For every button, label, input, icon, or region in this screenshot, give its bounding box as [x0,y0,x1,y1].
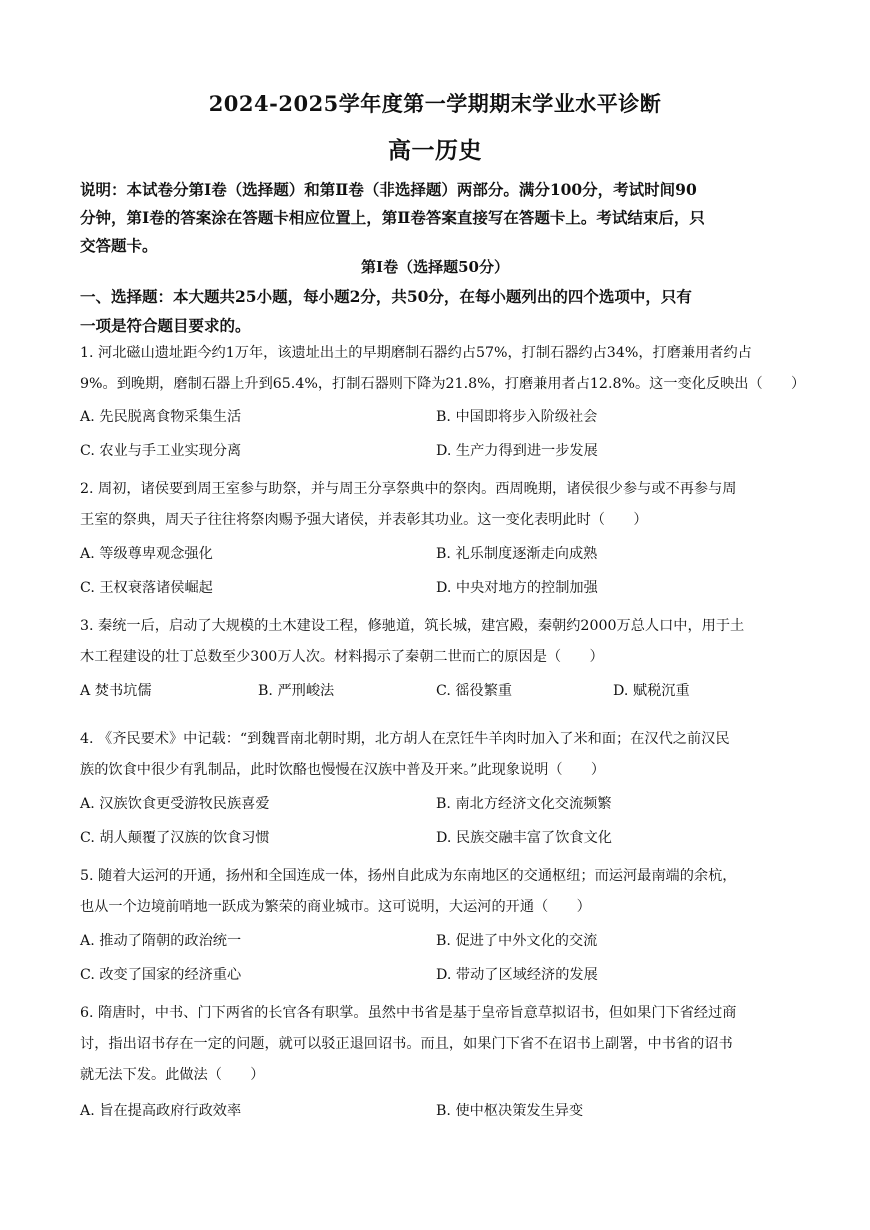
option-b[interactable]: B. 使中枢决策发生异变 [436,1103,584,1119]
question-line: 4. 《齐民要术》中记载：“到魏晋南北朝时期，北方胡人在烹饪牛羊肉时加入了米和面；在汉代之前汉民 [80,731,730,747]
option-b[interactable]: B. 礼乐制度逐渐走向成熟 [436,546,598,562]
option-d[interactable]: D. 生产力得到进一步发展 [436,443,598,459]
instructions-line: 交答题卡。 [80,236,158,255]
part-one-heading [80,282,800,340]
option-c[interactable]: C. 改变了国家的经济重心 [80,967,242,983]
question-3-options-row [80,680,800,710]
option-a[interactable]: A. 等级尊卑观念强化 [80,546,213,562]
question-4-stem [80,724,800,786]
option-d[interactable]: D. 赋税沉重 [613,683,690,699]
option-c[interactable]: C. 农业与手工业实现分离 [80,443,242,459]
option-a[interactable]: A. 汉族饮食更受游牧民族喜爱 [80,796,270,812]
question-6-stem [80,998,800,1091]
question-4-options-row-1 [80,793,800,823]
question-line: 2. 周初，诸侯要到周王室参与助祭，并与周王分享祭典中的祭肉。西周晚期，诸侯很少参与或不再参与周 [80,481,737,497]
option-a[interactable]: A. 推动了隋朝的政治统一 [80,933,242,949]
question-1-options-row-1 [80,406,800,436]
option-a[interactable]: A. 旨在提高政府行政效率 [80,1103,242,1119]
option-b[interactable]: B. 中国即将步入阶级社会 [436,409,598,425]
question-2-options-row-1 [80,543,800,573]
question-line: 3. 秦统一后，启动了大规模的土木建设工程，修驰道，筑长城，建宫殿，秦朝约2000万总人口中，用于土 [80,618,745,634]
question-line: 也从一个边境前哨地一跃成为繁荣的商业城市。这可说明，大运河的开通（ ） [80,899,591,915]
question-5-options-row-1 [80,930,800,960]
subject-title: 高一历史 [388,137,482,164]
option-b[interactable]: B. 南北方经济文化交流频繁 [436,796,612,812]
instructions-line: 分钟，第Ⅰ卷的答案涂在答题卡相应位置上，第Ⅱ卷答案直接写在答题卡上。考试结束后，只 [80,208,705,227]
option-c[interactable]: C. 王权衰落诸侯崛起 [80,580,213,596]
exam-title: 2024-2025学年度第一学期期末学业水平诊断 [208,91,662,116]
option-b[interactable]: B. 严刑峻法 [258,683,335,699]
question-line: 就无法下发。此做法（ ） [80,1067,265,1083]
option-a[interactable]: A. 先民脱离食物采集生活 [80,409,242,425]
option-d[interactable]: D. 带动了区域经济的发展 [436,967,598,983]
question-line: 6. 隋唐时，中书、门下两省的长官各有职掌。虽然中书省是基于皇帝旨意草拟诏书，但如果门下省经过商 [80,1005,737,1021]
option-d[interactable]: D. 中央对地方的控制加强 [436,580,598,596]
question-line: 王室的祭典，周天子往往将祭肉赐予强大诸侯，并表彰其功业。这一变化表明此时（ ） [80,512,648,528]
question-line: 9%。到晚期，磨制石器上升到65.4%，打制石器则下降为21.8%，打磨兼用者占12.8%。这一变化反映出（ ） [80,376,806,392]
option-a[interactable]: A 焚书坑儒 [80,683,152,699]
option-c[interactable]: C. 胡人颠覆了汉族的饮食习惯 [80,830,270,846]
section-title: 第Ⅰ卷（选择题50分） [361,258,509,276]
question-line: 族的饮食中很少有乳制品，此时饮酪也慢慢在汉族中普及开来。”此现象说明（ ） [80,762,606,778]
question-5-options-row-2 [80,964,800,994]
question-2-options-row-2 [80,577,800,607]
question-2-stem [80,474,800,536]
part-one-line: 一、选择题：本大题共25小题，每小题2分，共50分，在每小题列出的四个选项中，只有 [80,287,692,306]
question-4-options-row-2 [80,827,800,857]
part-one-line: 一项是符合题目要求的。 [80,316,251,335]
question-line: 1. 河北磁山遗址距今约1万年，该遗址出土的早期磨制石器约占57%，打制石器约占34%，打磨兼用者约占 [80,345,752,361]
option-b[interactable]: B. 促进了中外文化的交流 [436,933,598,949]
option-d[interactable]: D. 民族交融丰富了饮食文化 [436,830,612,846]
instructions-line: 说明：本试卷分第Ⅰ卷（选择题）和第Ⅱ卷（非选择题）两部分。满分100分，考试时间90 [80,180,697,199]
option-c[interactable]: C. 徭役繁重 [436,683,513,699]
question-1-options-row-2 [80,440,800,470]
question-5-stem [80,861,800,923]
instructions [80,176,800,260]
question-6-options-row-1 [80,1100,800,1130]
question-line: 5. 随着大运河的开通，扬州和全国连成一体，扬州自此成为东南地区的交通枢纽；而运河最南端的余杭， [80,868,737,884]
question-1-stem [80,338,806,400]
question-line: 木工程建设的壮丁总数至少300万人次。材料揭示了秦朝二世而亡的原因是（ ） [80,649,604,665]
question-line: 讨，指出诏书存在一定的问题，就可以驳正退回诏书。而且，如果门下省不在诏书上副署，中书省的诏书 [80,1036,733,1052]
question-3-stem [80,611,800,673]
